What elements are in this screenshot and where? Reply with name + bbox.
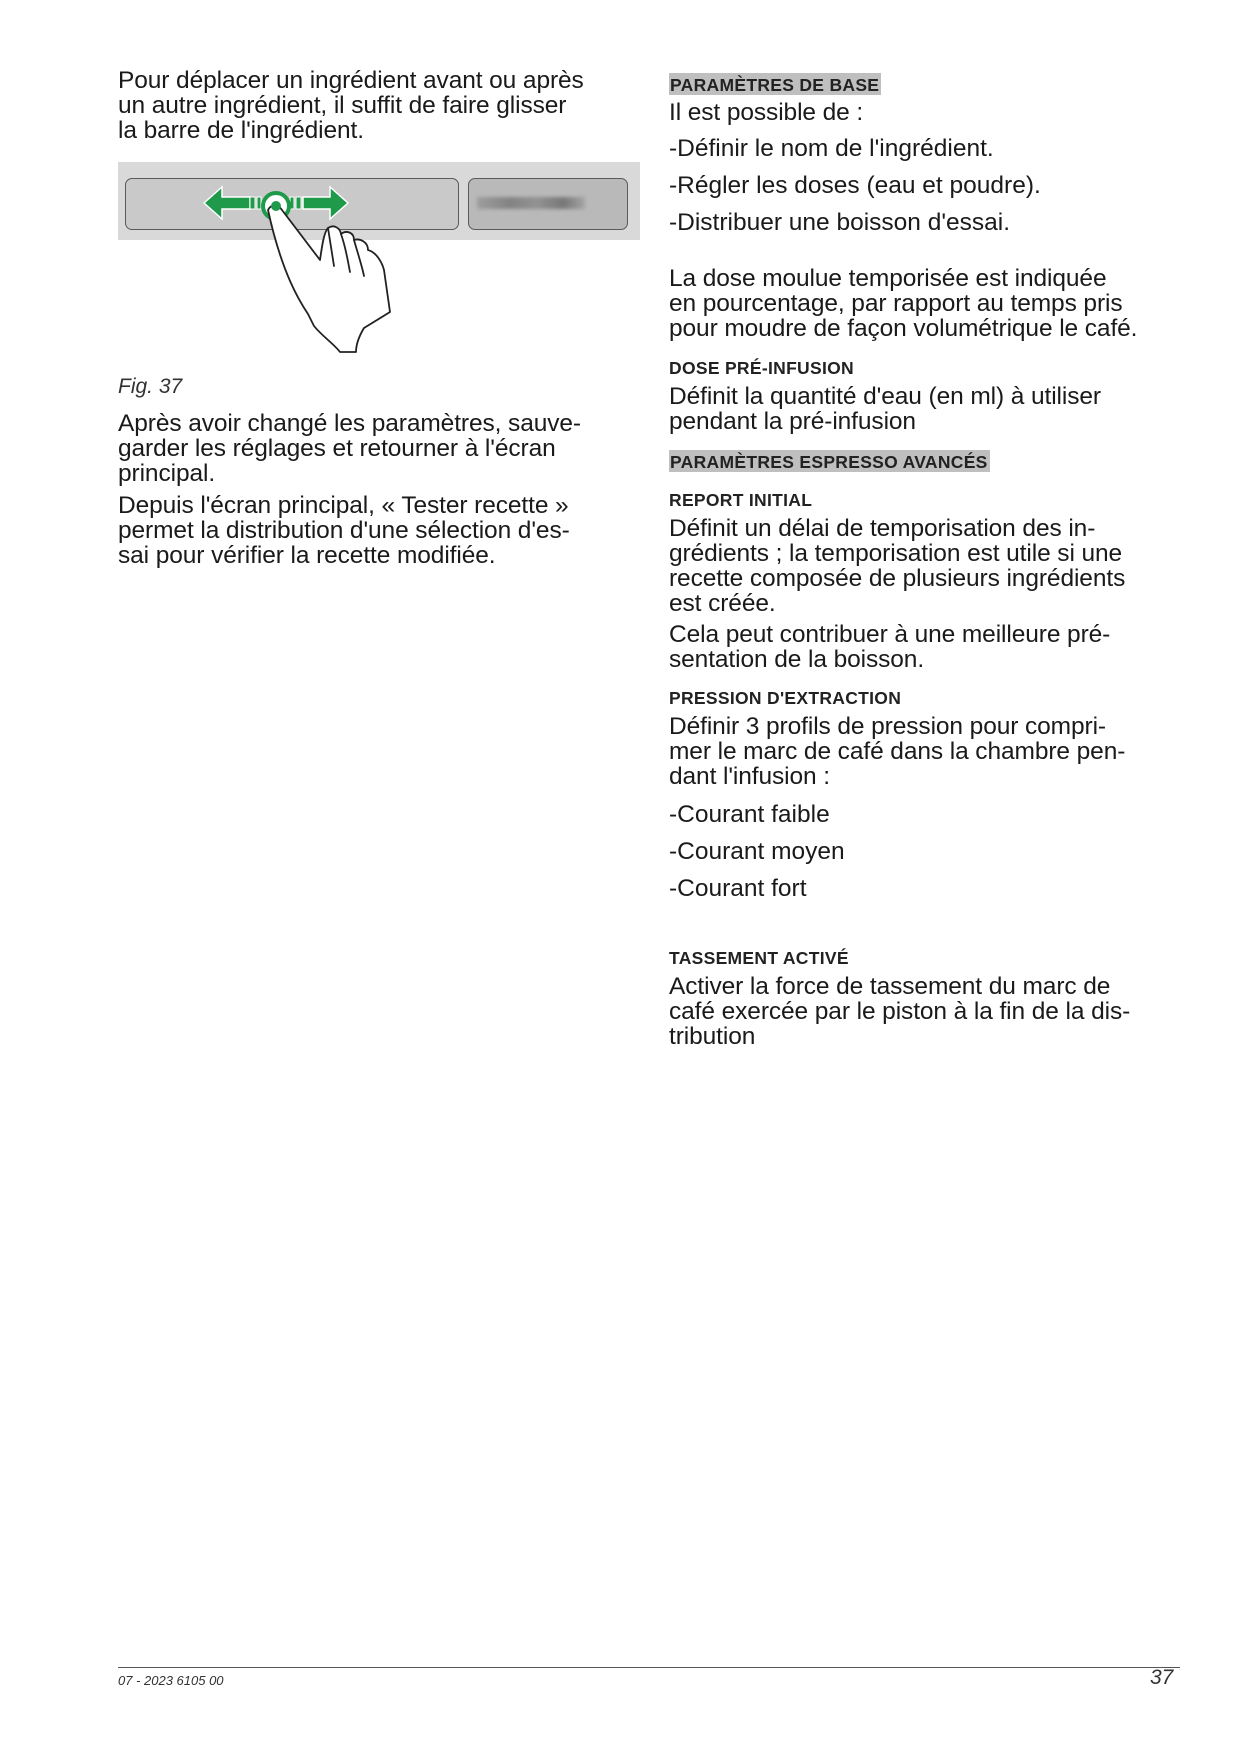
basic-item: -Définir le nom de l'ingrédient.	[669, 135, 994, 162]
extraction-item: -Courant fort	[669, 875, 807, 902]
extraction-text: Définir 3 profils de pression pour compri- mer le marc de café dans la chambre pen- dant l'infusion :	[669, 713, 1126, 790]
test-recipe-text: Depuis l'écran principal, « Tester recette » permet la distribution d'une sélection d'es- sai pour vérifier la recette modifiée.	[118, 492, 570, 569]
figure-caption: Fig. 37	[118, 375, 183, 398]
advanced-heading: PARAMÈTRES ESPRESSO AVANCÉS	[670, 452, 988, 472]
doc-code: 07 - 2023 6105 00	[118, 1673, 224, 1688]
basic-item: -Distribuer une boisson d'essai.	[669, 209, 1011, 236]
presentation-text: Cela peut contribuer à une meilleure pré- sentation de la boisson.	[669, 621, 1111, 673]
after-change-text: Après avoir changé les paramètres, sauve- garder les réglages et retourner à l'écran principal.	[118, 410, 581, 487]
initial-delay-heading: REPORT INITIAL	[669, 490, 813, 510]
move-ingredient-text: Pour déplacer un ingrédient avant ou après un autre ingrédient, il suffit de faire glisser la barre de l'ingrédient.	[118, 67, 584, 144]
extraction-item: -Courant moyen	[669, 838, 845, 865]
hand-pointer-icon	[268, 206, 390, 353]
ingredient-bar-secondary	[468, 178, 628, 230]
tamping-heading: TASSEMENT ACTIVÉ	[669, 948, 849, 968]
initial-delay-text: Définit un délai de temporisation des in- grédients ; la temporisation est utile si une recette composée de plusieurs ingrédients est créée.	[669, 515, 1126, 617]
basic-item: -Régler les doses (eau et poudre).	[669, 172, 1041, 199]
possible-intro: Il est possible de :	[669, 99, 864, 126]
extraction-heading: PRESSION D'EXTRACTION	[669, 688, 902, 708]
page-number: 37	[1150, 1666, 1174, 1689]
preinfusion-heading: DOSE PRÉ-INFUSION	[669, 358, 854, 378]
blurred-label	[477, 197, 585, 209]
basic-params-heading: PARAMÈTRES DE BASE	[670, 75, 880, 95]
preinfusion-text: Définit la quantité d'eau (en ml) à utiliser pendant la pré-infusion	[669, 383, 1101, 435]
drag-arrows-icon	[118, 162, 458, 362]
grind-dose-text: La dose moulue temporisée est indiquée en pourcentage, par rapport au temps pris pour moudre de façon volumétrique le café.	[669, 265, 1138, 342]
tamping-text: Activer la force de tassement du marc de café exercée par le piston à la fin de la dis- tribution	[669, 973, 1131, 1050]
footer-divider	[118, 1667, 1180, 1668]
extraction-item: -Courant faible	[669, 801, 830, 828]
